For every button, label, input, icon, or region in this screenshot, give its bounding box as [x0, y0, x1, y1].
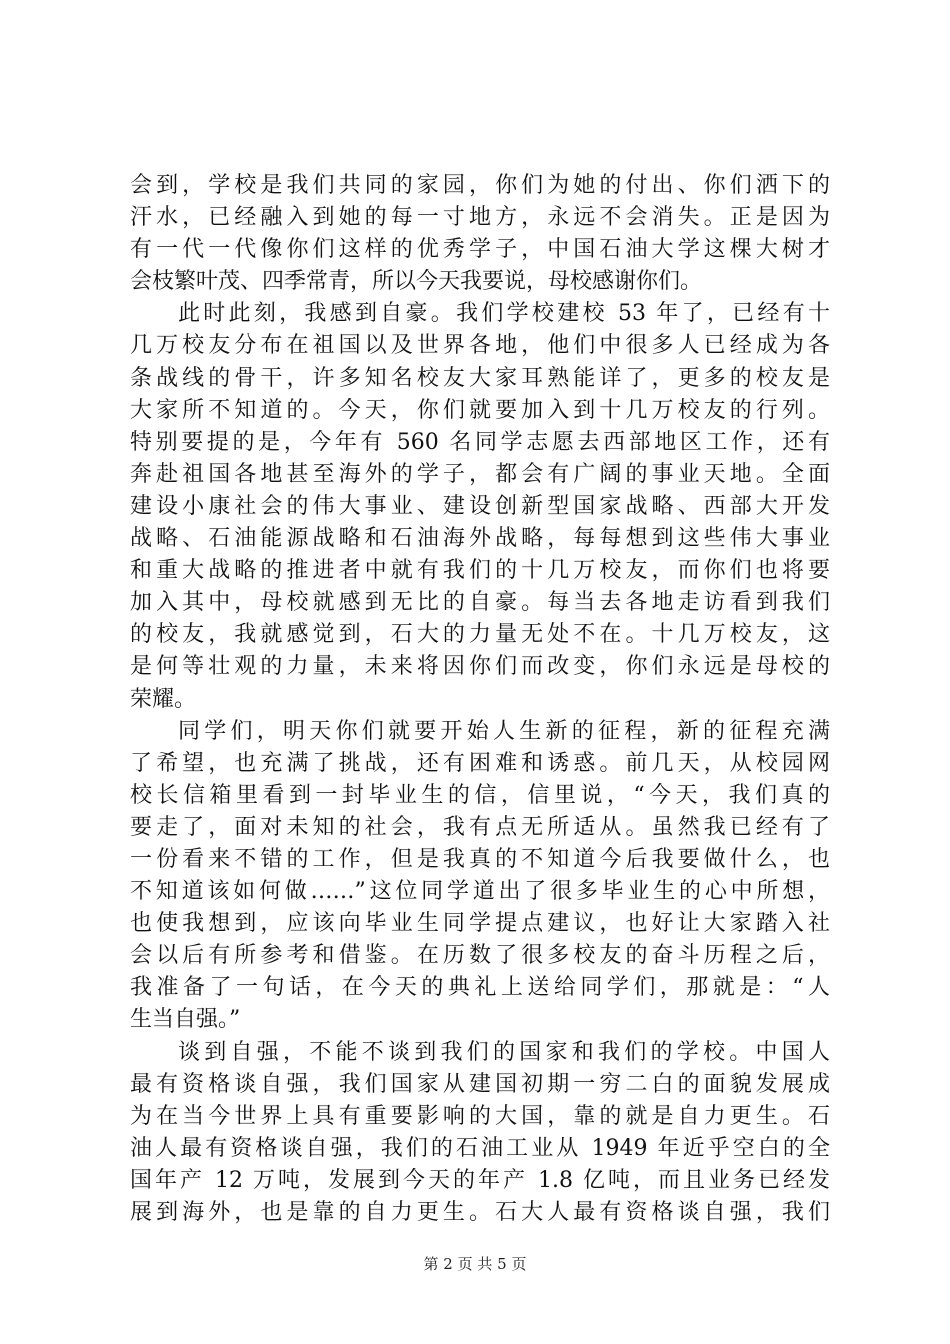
text-line: 奔赴祖国各地甚至海外的学子，都会有广阔的事业天地。全面 — [130, 461, 830, 487]
text-line: 战略、石油能源战略和石油海外战略，每每想到这些伟大事业 — [130, 526, 830, 552]
text-line: 此时此刻，我感到自豪。我们学校建校 53 年了，已经有十 — [178, 301, 830, 327]
text-line: 要走了，面对未知的社会，我有点无所适从。虽然我已经有了 — [130, 814, 830, 840]
text-line: 和重大战略的推进者中就有我们的十几万校友，而你们也将要 — [130, 558, 830, 584]
text-line: 生当自强。” — [130, 1007, 241, 1033]
text-line: 同学们，明天你们就要开始人生新的征程，新的征程充满 — [178, 718, 830, 744]
text-line: 建设小康社会的伟大事业、建设创新型国家战略、西部大开发 — [130, 493, 830, 519]
text-line: 有一代一代像你们这样的优秀学子，中国石油大学这棵大树才 — [130, 237, 830, 263]
text-line: 最有资格谈自强，我们国家从建国初期一穷二白的面貌发展成 — [130, 1071, 830, 1097]
page-footer: 第 2 页 共 5 页 — [423, 1255, 527, 1273]
text-line: 了希望，也充满了挑战，还有困难和诱惑。前几天，从校园网 — [130, 750, 830, 776]
text-line: 国年产 12 万吨，发展到今天的年产 1.8 亿吨，而且业务已经发 — [130, 1167, 830, 1193]
text-line: 荣耀。 — [130, 686, 197, 712]
text-line: 会到，学校是我们共同的家园，你们为她的付出、你们洒下的 — [130, 173, 830, 198]
text-line: 汗水，已经融入到她的每一寸地方，永远不会消失。正是因为 — [130, 205, 830, 231]
text-line: 也使我想到，应该向毕业生同学提点建议，也好让大家踏入社 — [130, 911, 830, 937]
text-line: 会以后有所参考和借鉴。在历数了很多校友的奋斗历程之后， — [130, 943, 830, 969]
text-line: 我准备了一句话，在今天的典礼上送给同学们，那就是：“人 — [130, 975, 830, 1001]
text-line: 的校友，我就感觉到，石大的力量无处不在。十几万校友，这 — [130, 622, 830, 648]
text-line: 为在当今世界上具有重要影响的大国，靠的就是自力更生。石 — [130, 1103, 830, 1129]
text-line: 不知道该如何做……”这位同学道出了很多毕业生的心中所想， — [130, 879, 830, 905]
text-line: 展到海外，也是靠的自力更生。石大人最有资格谈自强，我们 — [130, 1200, 830, 1225]
text-line: 是何等壮观的力量，未来将因你们而改变，你们永远是母校的 — [130, 654, 830, 680]
text-line: 谈到自强，不能不谈到我们的国家和我们的学校。中国人 — [178, 1039, 830, 1065]
text-line: 油人最有资格谈自强，我们的石油工业从 1949 年近乎空白的全 — [130, 1135, 830, 1161]
text-line: 条战线的骨干，许多知名校友大家耳熟能详了，更多的校友是 — [130, 365, 830, 391]
text-line: 几万校友分布在祖国以及世界各地，他们中很多人已经成为各 — [130, 333, 830, 359]
document-body — [130, 170, 830, 1229]
text-line: 大家所不知道的。今天，你们就要加入到十几万校友的行列。 — [130, 397, 830, 423]
text-line: 会枝繁叶茂、四季常青，所以今天我要说，母校感谢你们。 — [130, 269, 703, 295]
text-line: 特别要提的是，今年有 560 名同学志愿去西部地区工作，还有 — [130, 429, 830, 455]
text-line: 校长信箱里看到一封毕业生的信，信里说，“今天，我们真的 — [130, 782, 830, 808]
text-line: 一份看来不错的工作，但是我真的不知道今后我要做什么，也 — [130, 846, 830, 872]
text-line: 加入其中，母校就感到无比的自豪。每当去各地走访看到我们 — [130, 590, 830, 616]
